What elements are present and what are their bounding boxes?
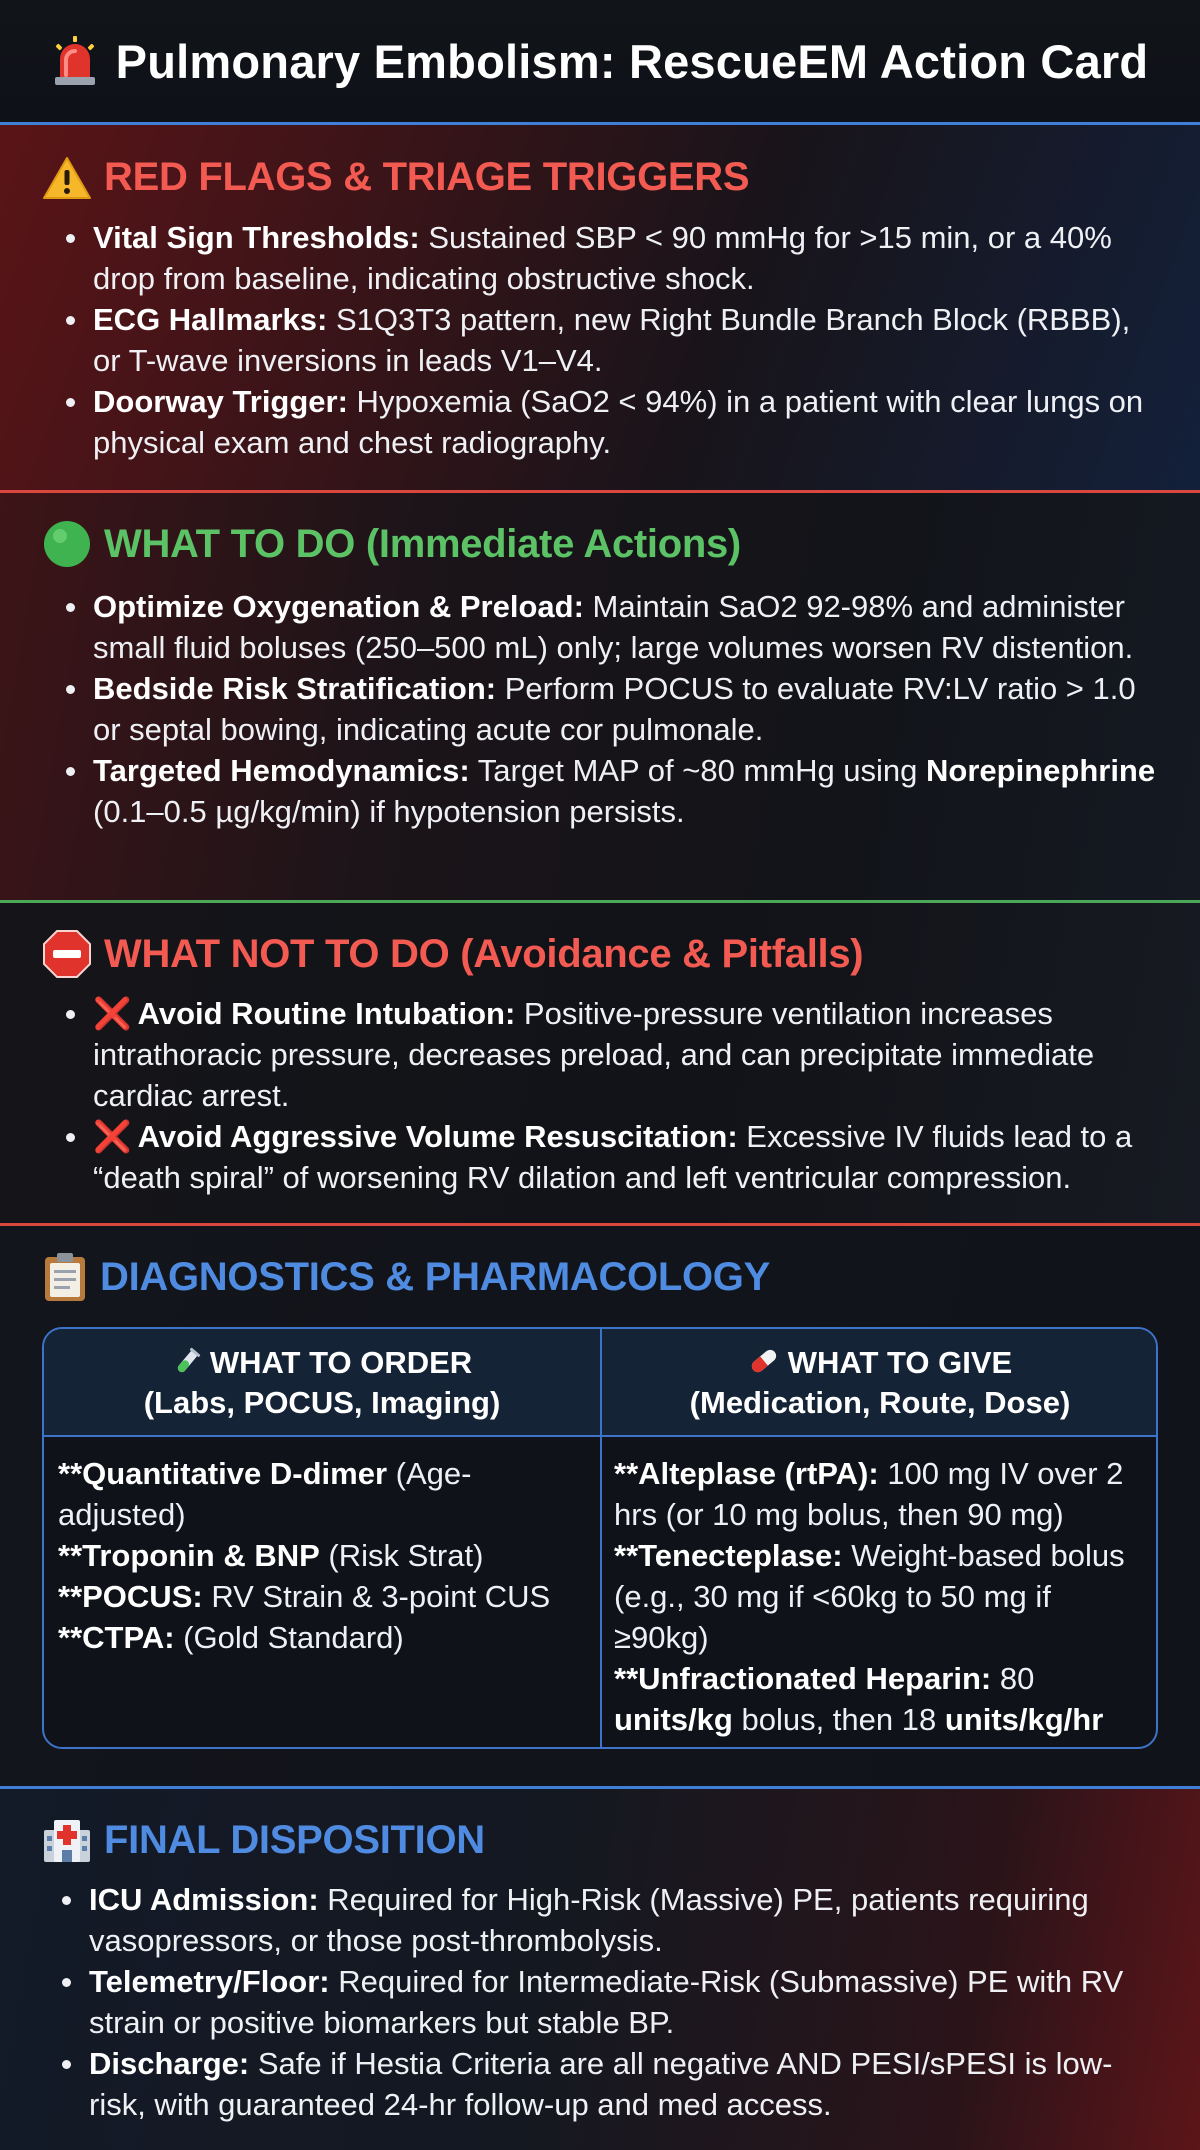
list-item bbox=[62, 668, 1166, 750]
list-item bbox=[58, 2043, 1166, 2125]
what-not-to-do-section bbox=[0, 903, 1200, 1223]
test-tube-icon bbox=[172, 1347, 202, 1377]
section-title: RED FLAGS & TRIAGE TRIGGERS bbox=[104, 155, 750, 199]
final-disposition-heading bbox=[42, 1816, 485, 1864]
section-title: WHAT NOT TO DO (Avoidance & Pitfalls) bbox=[104, 931, 864, 976]
red-flags-list bbox=[62, 217, 1166, 463]
cell-label: **POCUS: bbox=[58, 1579, 203, 1614]
table-cell bbox=[58, 1535, 598, 1576]
cell-label: **Alteplase (rtPA): bbox=[614, 1456, 879, 1491]
item-label: Doorway Trigger: bbox=[93, 384, 348, 419]
cell-label: **Troponin & BNP bbox=[58, 1538, 320, 1573]
list-item bbox=[58, 1961, 1166, 2043]
order-column bbox=[58, 1453, 598, 1658]
item-label: ECG Hallmarks: bbox=[93, 302, 328, 337]
cell-label: **Unfractionated Heparin: bbox=[614, 1661, 992, 1696]
item-text: Perform POCUS to evaluate RV:LV ratio > 1.0 or septal bowing, indicating acute cor pulmonale. bbox=[93, 671, 1136, 747]
table-cell bbox=[614, 1453, 1144, 1535]
table-cell bbox=[614, 1535, 1144, 1658]
item-text: Positive-pressure ventilation increases intrathoracic pressure, decreases preload, and can precipitate immediate cardiac arrest. bbox=[93, 996, 1095, 1113]
x-mark-icon: ❌ bbox=[93, 996, 132, 1031]
section-title: WHAT TO DO (Immediate Actions) bbox=[104, 521, 741, 566]
card-header bbox=[0, 0, 1200, 122]
header-line: (Labs, POCUS, Imaging) bbox=[143, 1385, 501, 1420]
item-label: Bedside Risk Stratification: bbox=[93, 671, 497, 706]
list-item bbox=[62, 1116, 1166, 1198]
siren-icon bbox=[52, 35, 98, 87]
cell-label: **Quantitative D-dimer bbox=[58, 1456, 388, 1491]
cell-label: units/kg/hr bbox=[944, 1702, 1104, 1737]
item-text: Safe if Hestia Criteria are all negative AND PESI/sPESI is low-risk, with guaranteed 24-hr follow-up and med access. bbox=[89, 2046, 1113, 2122]
pill-icon bbox=[748, 1345, 780, 1377]
table-cell bbox=[58, 1617, 598, 1658]
final-disposition-list bbox=[58, 1879, 1166, 2125]
table-cell bbox=[58, 1453, 598, 1535]
list-item bbox=[62, 381, 1166, 463]
header-line: WHAT TO GIVE bbox=[787, 1345, 1013, 1380]
item-text: Required for High-Risk (Massive) PE, patients requiring vasopressors, or those post-thrombolysis. bbox=[89, 1882, 1089, 1958]
cell-text: Weight-based bolus (e.g., 30 mg if <60kg to 50 mg if ≥90kg) bbox=[614, 1538, 1125, 1655]
green-circle-icon bbox=[42, 519, 92, 569]
item-label: Avoid Aggressive Volume Resuscitation: bbox=[137, 1119, 738, 1154]
list-item bbox=[62, 217, 1166, 299]
table-cell bbox=[58, 1576, 598, 1617]
item-text: S1Q3T3 pattern, new Right Bundle Branch Block (RBBB), or T-wave inversions in leads V1–V4. bbox=[93, 302, 1131, 378]
final-disposition-section bbox=[0, 1789, 1200, 2150]
list-item bbox=[62, 750, 1166, 832]
item-label: Vital Sign Thresholds: bbox=[93, 220, 420, 255]
diagnostics-heading bbox=[42, 1251, 770, 1303]
clipboard-icon bbox=[42, 1251, 88, 1303]
item-label: Avoid Routine Intubation: bbox=[137, 996, 516, 1031]
header-line: (Medication, Route, Dose) bbox=[689, 1385, 1071, 1420]
diagnostics-table bbox=[42, 1327, 1158, 1749]
warning-icon bbox=[42, 156, 92, 200]
cell-label: **Tenecteplase: bbox=[614, 1538, 843, 1573]
item-label: Telemetry/Floor: bbox=[89, 1964, 330, 1999]
cell-text: RV Strain & 3-point CUS bbox=[202, 1579, 551, 1614]
section-title: FINAL DISPOSITION bbox=[104, 1817, 485, 1862]
cell-label: **CTPA: bbox=[58, 1620, 175, 1655]
give-column-header bbox=[602, 1343, 1158, 1423]
what-to-do-section bbox=[0, 493, 1200, 900]
what-to-do-list bbox=[62, 586, 1166, 832]
list-item bbox=[62, 993, 1166, 1116]
list-item bbox=[58, 1879, 1166, 1961]
header-line: WHAT TO ORDER bbox=[209, 1345, 473, 1380]
hospital-icon bbox=[42, 1816, 92, 1864]
stop-sign-icon bbox=[42, 929, 92, 979]
red-flags-section bbox=[0, 125, 1200, 490]
cell-text: 100 mg IV over 2 hrs (or 10 mg bolus, then 90 mg) bbox=[614, 1456, 1124, 1532]
item-text: Required for Intermediate-Risk (Submassive) PE with RV strain or positive biomarkers but stable BP. bbox=[89, 1964, 1124, 2040]
x-mark-icon: ❌ bbox=[93, 1119, 132, 1154]
table-cell bbox=[614, 1658, 1144, 1740]
cell-text: (Risk Strat) bbox=[319, 1538, 484, 1573]
item-text: (0.1–0.5 µg/kg/min) if hypotension persists. bbox=[93, 794, 685, 829]
what-not-to-do-heading bbox=[42, 929, 863, 979]
give-column bbox=[614, 1453, 1144, 1740]
item-text: Hypoxemia (SaO2 < 94%) in a patient with clear lungs on physical exam and chest radiography. bbox=[93, 384, 1144, 460]
item-label: ICU Admission: bbox=[89, 1882, 319, 1917]
order-column-header bbox=[44, 1343, 600, 1423]
item-label: Norepinephrine bbox=[926, 753, 1156, 788]
what-to-do-heading bbox=[42, 519, 741, 569]
red-flags-heading bbox=[42, 155, 749, 200]
item-label: Discharge: bbox=[89, 2046, 250, 2081]
cell-text: (Age-adjusted) bbox=[58, 1456, 472, 1532]
item-text: Excessive IV fluids lead to a “death spiral” of worsening RV dilation and left ventricular compression. bbox=[93, 1119, 1133, 1195]
item-label: Optimize Oxygenation & Preload: bbox=[93, 589, 584, 624]
what-not-to-do-list bbox=[62, 993, 1166, 1198]
item-text: Sustained SBP < 90 mmHg for >15 min, or a 40% drop from baseline, indicating obstructive shock. bbox=[93, 220, 1112, 296]
list-item bbox=[62, 299, 1166, 381]
section-title: DIAGNOSTICS & PHARMACOLOGY bbox=[100, 1254, 770, 1299]
cell-text: (Gold Standard) bbox=[174, 1620, 404, 1655]
list-item bbox=[62, 586, 1166, 668]
page-title: Pulmonary Embolism: RescueEM Action Card bbox=[115, 34, 1149, 88]
cell-text: 80 bbox=[991, 1661, 1035, 1696]
item-label: Targeted Hemodynamics: bbox=[93, 753, 470, 788]
item-text: Target MAP of ~80 mmHg using bbox=[469, 753, 927, 788]
cell-label: units/kg bbox=[614, 1702, 733, 1737]
item-text: Maintain SaO2 92-98% and administer small fluid boluses (250–500 mL) only; large volumes worsen RV distention. bbox=[93, 589, 1134, 665]
cell-text: bolus, then 18 bbox=[732, 1702, 945, 1737]
